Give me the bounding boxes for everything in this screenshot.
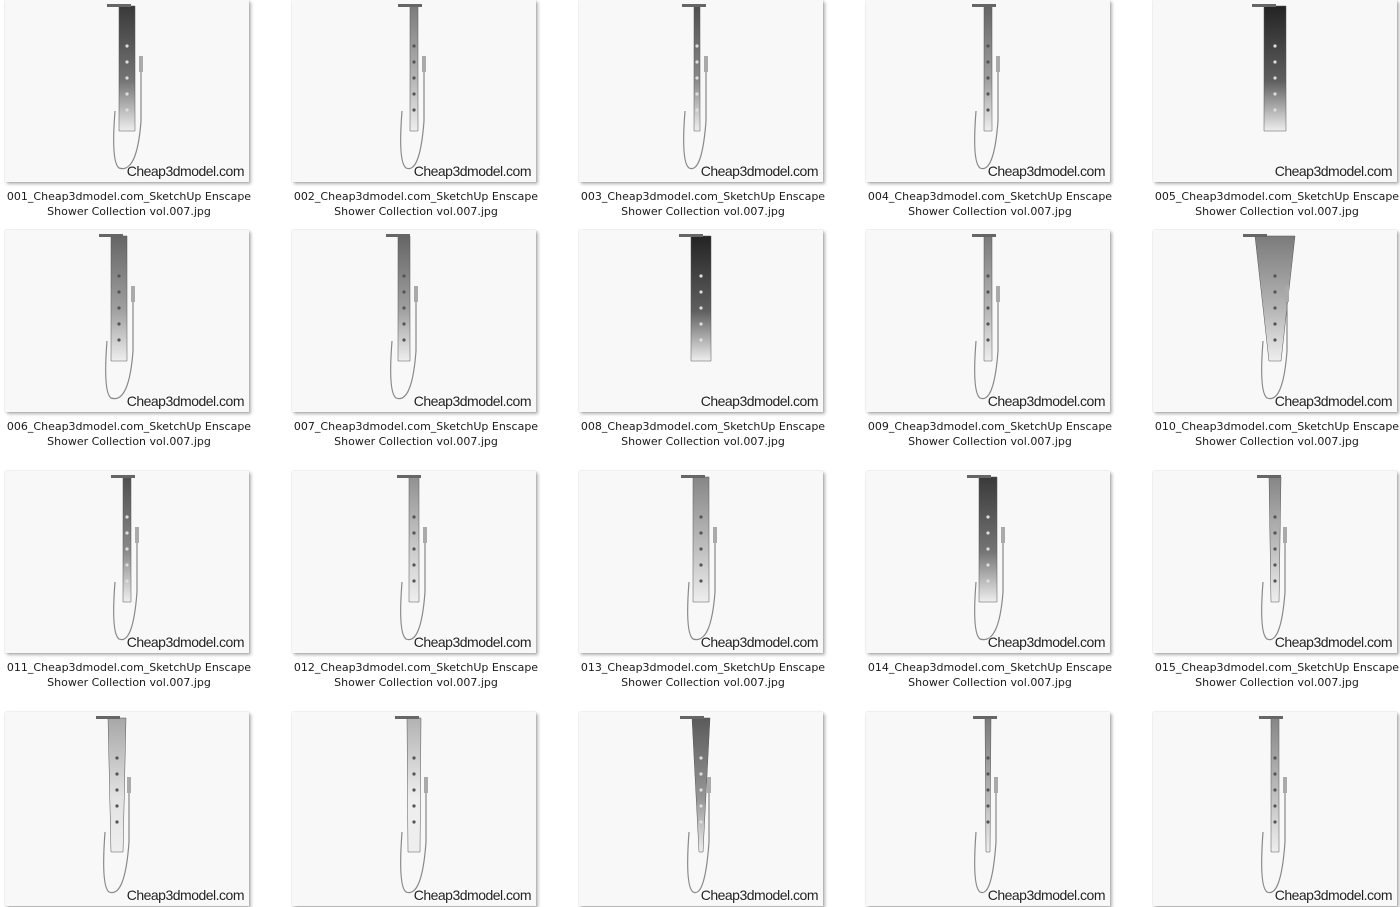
watermark-text: Cheap3dmodel.com <box>126 393 244 409</box>
file-name-line-1: 015_Cheap3dmodel.com_SketchUp Enscape <box>1154 661 1400 674</box>
watermark-text: Cheap3dmodel.com <box>987 393 1105 409</box>
watermark-text: Cheap3dmodel.com <box>126 634 244 650</box>
file-name-line-2: Shower Collection vol.007.jpg <box>1195 435 1359 448</box>
file-name-line-2: Shower Collection vol.007.jpg <box>908 205 1072 218</box>
shower-panel-icon <box>866 0 1110 182</box>
file-name-line-2: Shower Collection vol.007.jpg <box>47 435 211 448</box>
thumbnail-image[interactable] <box>579 712 823 906</box>
file-name-line-2: Shower Collection vol.007.jpg <box>1195 205 1359 218</box>
file-name-line-1: 004_Cheap3dmodel.com_SketchUp Enscape <box>867 190 1113 203</box>
watermark-text: Cheap3dmodel.com <box>1274 163 1392 179</box>
watermark-text: Cheap3dmodel.com <box>1274 634 1392 650</box>
file-thumbnail-item[interactable] <box>574 712 834 907</box>
watermark-text: Cheap3dmodel.com <box>413 163 531 179</box>
thumbnail-image[interactable] <box>5 712 249 906</box>
file-name-label[interactable] <box>0 660 258 690</box>
file-name-line-2: Shower Collection vol.007.jpg <box>334 205 498 218</box>
file-thumbnail-item[interactable] <box>1148 0 1400 236</box>
shower-panel-icon <box>579 230 823 412</box>
file-thumbnail-item[interactable] <box>1148 712 1400 907</box>
file-name-label[interactable] <box>287 660 545 690</box>
file-thumbnail-item[interactable] <box>0 0 260 236</box>
file-thumbnail-item[interactable] <box>0 230 260 466</box>
thumbnail-image[interactable] <box>579 230 823 412</box>
file-thumbnail-item[interactable] <box>0 471 260 707</box>
thumbnail-image[interactable] <box>866 712 1110 906</box>
shower-panel-icon <box>292 0 536 182</box>
watermark-text: Cheap3dmodel.com <box>126 887 244 903</box>
thumbnail-image[interactable] <box>1153 712 1397 906</box>
thumbnail-image[interactable] <box>292 712 536 906</box>
file-name-label[interactable] <box>861 419 1119 449</box>
watermark-text: Cheap3dmodel.com <box>413 634 531 650</box>
file-name-line-1: 003_Cheap3dmodel.com_SketchUp Enscape <box>580 190 826 203</box>
thumbnail-image[interactable] <box>866 230 1110 412</box>
file-thumbnail-item[interactable] <box>1148 230 1400 466</box>
file-name-label[interactable] <box>861 660 1119 690</box>
shower-panel-icon <box>292 712 536 906</box>
file-name-line-1: 014_Cheap3dmodel.com_SketchUp Enscape <box>867 661 1113 674</box>
file-name-label[interactable] <box>0 189 258 219</box>
file-thumbnail-item[interactable] <box>861 230 1121 466</box>
file-thumbnail-item[interactable] <box>861 0 1121 236</box>
file-name-line-1: 011_Cheap3dmodel.com_SketchUp Enscape <box>6 661 252 674</box>
thumbnail-image[interactable] <box>866 0 1110 182</box>
watermark-text: Cheap3dmodel.com <box>700 887 818 903</box>
thumbnail-image[interactable] <box>5 0 249 182</box>
watermark-text: Cheap3dmodel.com <box>700 393 818 409</box>
shower-panel-icon <box>866 471 1110 653</box>
thumbnail-image[interactable] <box>292 471 536 653</box>
file-name-label[interactable] <box>287 419 545 449</box>
file-name-line-2: Shower Collection vol.007.jpg <box>621 676 785 689</box>
file-name-line-2: Shower Collection vol.007.jpg <box>621 435 785 448</box>
file-name-label[interactable] <box>0 419 258 449</box>
file-name-label[interactable] <box>574 419 832 449</box>
file-name-line-1: 007_Cheap3dmodel.com_SketchUp Enscape <box>293 420 539 433</box>
shower-panel-icon <box>579 712 823 906</box>
thumbnail-image[interactable] <box>5 471 249 653</box>
file-name-label[interactable] <box>574 189 832 219</box>
file-thumbnail-item[interactable] <box>287 0 547 236</box>
file-name-line-1: 012_Cheap3dmodel.com_SketchUp Enscape <box>293 661 539 674</box>
watermark-text: Cheap3dmodel.com <box>987 634 1105 650</box>
file-name-line-2: Shower Collection vol.007.jpg <box>47 676 211 689</box>
thumbnail-image[interactable] <box>866 471 1110 653</box>
file-thumbnail-item[interactable] <box>287 712 547 907</box>
thumbnail-image[interactable] <box>1153 0 1397 182</box>
file-name-line-2: Shower Collection vol.007.jpg <box>47 205 211 218</box>
file-name-line-1: 006_Cheap3dmodel.com_SketchUp Enscape <box>6 420 252 433</box>
file-name-label[interactable] <box>287 189 545 219</box>
thumbnail-image[interactable] <box>292 0 536 182</box>
shower-panel-icon <box>292 471 536 653</box>
file-name-label[interactable] <box>574 660 832 690</box>
file-thumbnail-item[interactable] <box>1148 471 1400 707</box>
file-name-line-2: Shower Collection vol.007.jpg <box>621 205 785 218</box>
thumbnail-image[interactable] <box>5 230 249 412</box>
file-name-line-2: Shower Collection vol.007.jpg <box>1195 676 1359 689</box>
watermark-text: Cheap3dmodel.com <box>987 887 1105 903</box>
file-thumbnail-item[interactable] <box>574 230 834 466</box>
shower-panel-icon <box>579 471 823 653</box>
thumbnail-image[interactable] <box>579 0 823 182</box>
shower-panel-icon <box>1153 0 1397 182</box>
shower-panel-icon <box>5 712 249 906</box>
shower-panel-icon <box>1153 230 1397 412</box>
file-name-line-2: Shower Collection vol.007.jpg <box>908 435 1072 448</box>
shower-panel-icon <box>866 230 1110 412</box>
shower-panel-icon <box>5 471 249 653</box>
file-name-line-1: 005_Cheap3dmodel.com_SketchUp Enscape <box>1154 190 1400 203</box>
watermark-text: Cheap3dmodel.com <box>126 163 244 179</box>
thumbnail-image[interactable] <box>292 230 536 412</box>
shower-panel-icon <box>1153 471 1397 653</box>
watermark-text: Cheap3dmodel.com <box>700 634 818 650</box>
watermark-text: Cheap3dmodel.com <box>413 393 531 409</box>
file-name-label[interactable] <box>1148 419 1400 449</box>
file-name-label[interactable] <box>1148 660 1400 690</box>
thumbnail-image[interactable] <box>1153 471 1397 653</box>
file-name-label[interactable] <box>1148 189 1400 219</box>
watermark-text: Cheap3dmodel.com <box>987 163 1105 179</box>
watermark-text: Cheap3dmodel.com <box>700 163 818 179</box>
file-thumbnail-item[interactable] <box>287 471 547 707</box>
watermark-text: Cheap3dmodel.com <box>1274 887 1392 903</box>
shower-panel-icon <box>579 0 823 182</box>
shower-panel-icon <box>5 230 249 412</box>
shower-panel-icon <box>5 0 249 182</box>
file-thumbnail-item[interactable] <box>861 712 1121 907</box>
file-name-line-2: Shower Collection vol.007.jpg <box>908 676 1072 689</box>
file-thumbnail-item[interactable] <box>287 230 547 466</box>
shower-panel-icon <box>1153 712 1397 906</box>
file-thumbnail-item[interactable] <box>0 712 260 907</box>
shower-panel-icon <box>866 712 1110 906</box>
shower-panel-icon <box>292 230 536 412</box>
file-name-line-1: 013_Cheap3dmodel.com_SketchUp Enscape <box>580 661 826 674</box>
file-name-line-1: 010_Cheap3dmodel.com_SketchUp Enscape <box>1154 420 1400 433</box>
file-name-line-2: Shower Collection vol.007.jpg <box>334 435 498 448</box>
file-name-line-1: 008_Cheap3dmodel.com_SketchUp Enscape <box>580 420 826 433</box>
file-thumbnail-item[interactable] <box>574 0 834 236</box>
thumbnail-image[interactable] <box>579 471 823 653</box>
watermark-text: Cheap3dmodel.com <box>413 887 531 903</box>
file-name-line-1: 002_Cheap3dmodel.com_SketchUp Enscape <box>293 190 539 203</box>
file-name-label[interactable] <box>861 189 1119 219</box>
watermark-text: Cheap3dmodel.com <box>1274 393 1392 409</box>
file-name-line-2: Shower Collection vol.007.jpg <box>334 676 498 689</box>
file-thumbnail-item[interactable] <box>574 471 834 707</box>
file-thumbnail-item[interactable] <box>861 471 1121 707</box>
file-name-line-1: 001_Cheap3dmodel.com_SketchUp Enscape <box>6 190 252 203</box>
file-name-line-1: 009_Cheap3dmodel.com_SketchUp Enscape <box>867 420 1113 433</box>
thumbnail-image[interactable] <box>1153 230 1397 412</box>
